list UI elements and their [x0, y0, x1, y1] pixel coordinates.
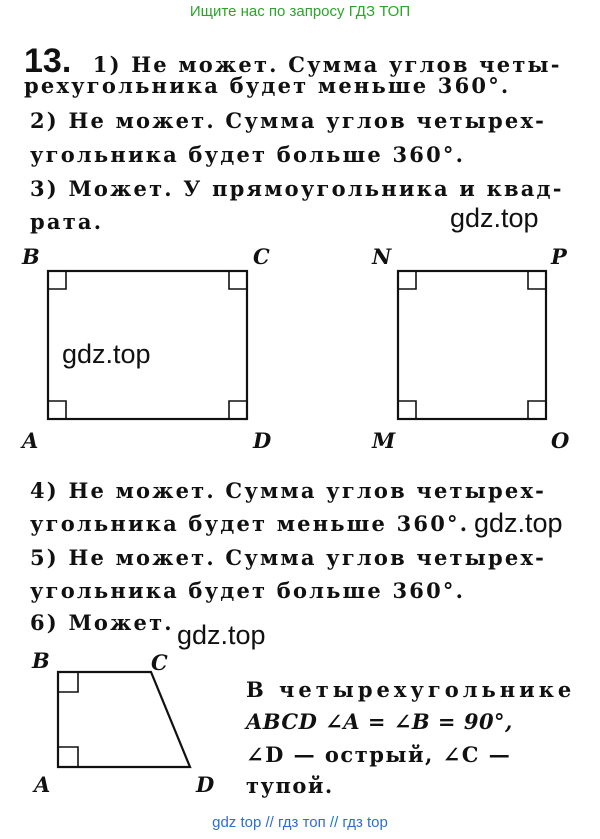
watermark: gdz.top [62, 339, 151, 369]
trap-label-d: D [196, 772, 215, 797]
trap-label-a: A [34, 772, 51, 797]
item-2-line-2: угольника будет больше 360°. [30, 142, 466, 167]
square-label-n: N [372, 244, 392, 269]
trap-label-c: C [151, 650, 168, 675]
trap-label-b: B [32, 648, 50, 673]
item-2-line-1: 2) Не может. Сумма углов четырех- [30, 108, 547, 133]
item-4-line-1: 4) Не может. Сумма углов четырех- [30, 478, 547, 503]
item-1-line-2: рехугольника будет меньше 360°. [24, 73, 511, 98]
item-4-line-2: угольника будет меньше 360°. [30, 511, 470, 536]
rect-label-d: D [253, 428, 272, 453]
side-text-line-2 [246, 711, 513, 732]
problem-number: 13. [24, 42, 72, 80]
item-5-line-1: 5) Не может. Сумма углов четырех- [30, 545, 547, 570]
item-5-line-2: угольника будет больше 360°. [30, 578, 466, 603]
item-6-line-1: 6) Может. [30, 610, 174, 635]
item-3-line-1: 3) Может. У прямоугольника и квад- [30, 176, 564, 201]
item-3-line-2: рата. [30, 209, 104, 234]
side-text-line-1: В четырехугольнике [246, 677, 576, 702]
watermark: gdz.top [177, 620, 266, 650]
footer-links: gdz top // гдз топ // гдз top [212, 814, 388, 831]
watermark: gdz.top [450, 203, 539, 233]
rect-label-b: B [22, 244, 40, 269]
side-text-line-2-text: ABCD ∠A = ∠B = 90°, [246, 709, 513, 734]
rect-label-a: A [22, 428, 39, 453]
side-text-line-4: тупой. [246, 773, 334, 798]
square-label-p: P [551, 244, 567, 269]
side-text-line-3: ∠D — острый, ∠C — [246, 742, 512, 767]
rect-label-c: C [253, 244, 270, 269]
square-label-o: O [551, 428, 570, 453]
square-label-m: M [372, 428, 396, 453]
top-banner: Ищите нас по запросу ГДЗ ТОП [189, 3, 411, 20]
watermark: gdz.top [474, 508, 563, 538]
item-1-line-1: 1) Не может. Сумма углов четы- [92, 52, 562, 77]
